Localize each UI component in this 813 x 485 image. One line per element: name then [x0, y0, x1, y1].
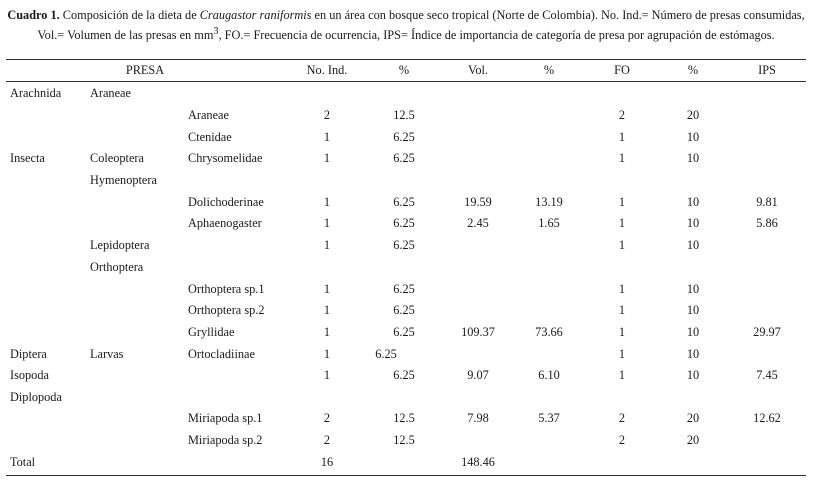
cell-vol: 19.59	[464, 195, 492, 209]
cell-no-ind: 2	[323, 433, 331, 447]
header-pct-vol: %	[543, 63, 555, 77]
cell-no-ind: 1	[323, 130, 331, 144]
caption-species: Craugastor raniformis	[199, 8, 312, 22]
cell-fo: 2	[618, 433, 626, 447]
table-caption	[6, 8, 806, 43]
cell-pct-ind: 6.25	[393, 303, 415, 317]
cell-pct-ind: 12.5	[393, 411, 415, 425]
cell-ips: 5.86	[756, 216, 778, 230]
cell-pct-ind: 6.25	[393, 368, 415, 382]
cell-family: Ortocladiinae	[188, 347, 255, 361]
cell-order: Larvas	[90, 347, 124, 361]
cell-pct-fo: 10	[686, 325, 700, 339]
cell-family: Miriapoda sp.2	[188, 433, 263, 447]
cell-pct-fo: 20	[686, 108, 700, 122]
cell-pct-fo: 10	[686, 368, 700, 382]
cell-pct-vol: 6.10	[538, 368, 560, 382]
cell-pct-ind: 12.5	[393, 108, 415, 122]
cell-family: Aphaenogaster	[188, 216, 262, 230]
cell-pct-ind: 6.25	[393, 195, 415, 209]
cell-no-ind: 16	[320, 455, 334, 469]
cell-pct-fo: 10	[686, 347, 700, 361]
cell-pct-ind: 6.25	[393, 151, 415, 165]
cell-no-ind: 1	[323, 151, 331, 165]
bottom-rule	[6, 475, 806, 476]
cell-family: Miriapoda sp.1	[188, 411, 263, 425]
cell-pct-ind: 6.25	[393, 282, 415, 296]
top-rule	[6, 59, 806, 60]
cell-pct-ind: 6.25	[393, 238, 415, 252]
cell-vol: 9.07	[467, 368, 489, 382]
cell-pct-ind: 6.25	[375, 347, 397, 361]
cell-family: Dolichoderinae	[188, 195, 264, 209]
cell-ips: 12.62	[753, 411, 781, 425]
cell-class: Arachnida	[10, 86, 62, 100]
cell-pct-vol: 73.66	[535, 325, 563, 339]
header-no-ind: No. Ind.	[306, 63, 348, 77]
caption-superscript: 3	[213, 25, 219, 37]
header-fo: FO	[614, 63, 630, 77]
cell-class: Diptera	[10, 347, 47, 361]
cell-order: Araneae	[90, 86, 131, 100]
header-vol: Vol.	[468, 63, 488, 77]
cell-no-ind: 1	[323, 347, 331, 361]
cell-no-ind: 1	[323, 216, 331, 230]
cell-family: Araneae	[188, 108, 229, 122]
caption-text-3: , FO.= Frecuencia de ocurrencia, IPS= Índice de importancia de categoría de presa por agrupación de estómagos.	[218, 27, 775, 42]
cell-no-ind: 1	[323, 195, 331, 209]
cell-fo: 1	[618, 282, 626, 296]
cell-fo: 2	[618, 108, 626, 122]
cell-pct-ind: 6.25	[393, 216, 415, 230]
cell-no-ind: 1	[323, 303, 331, 317]
cell-class: Insecta	[10, 151, 45, 165]
cell-pct-vol: 13.19	[535, 195, 563, 209]
cell-family: Gryllidae	[188, 325, 235, 339]
cell-pct-vol: 5.37	[538, 411, 560, 425]
header-pct-fo: %	[687, 63, 699, 77]
cell-pct-fo: 10	[686, 216, 700, 230]
caption-text-1: Composición de la dieta de	[59, 8, 200, 22]
cell-family: Orthoptera sp.1	[188, 282, 265, 296]
cell-no-ind: 2	[323, 108, 331, 122]
cell-no-ind: 1	[323, 238, 331, 252]
cell-pct-fo: 20	[686, 433, 700, 447]
cell-pct-ind: 12.5	[393, 433, 415, 447]
cell-vol: 7.98	[467, 411, 489, 425]
cell-order: Hymenoptera	[90, 173, 157, 187]
cell-pct-ind: 6.25	[393, 325, 415, 339]
cell-fo: 1	[618, 130, 626, 144]
cell-pct-fo: 10	[686, 151, 700, 165]
cell-order: Orthoptera	[90, 260, 144, 274]
cell-fo: 1	[618, 368, 626, 382]
cell-ips: 29.97	[753, 325, 781, 339]
cell-pct-fo: 10	[686, 195, 700, 209]
cell-ips: 9.81	[756, 195, 778, 209]
cell-vol: 2.45	[467, 216, 489, 230]
cell-pct-fo: 10	[686, 130, 700, 144]
cell-family: Orthoptera sp.2	[188, 303, 265, 317]
cell-vol: 148.46	[461, 455, 495, 469]
cell-class: Diplopoda	[10, 390, 62, 404]
cell-order: Coleoptera	[90, 151, 144, 165]
cell-family: Ctenidae	[188, 130, 232, 144]
caption-lead: Cuadro 1.	[7, 8, 60, 22]
cell-fo: 1	[618, 216, 626, 230]
cell-pct-ind: 6.25	[393, 130, 415, 144]
cell-pct-fo: 20	[686, 411, 700, 425]
cell-no-ind: 2	[323, 411, 331, 425]
header-rule	[6, 81, 806, 82]
cell-fo: 1	[618, 347, 626, 361]
cell-pct-fo: 10	[686, 282, 700, 296]
cell-ips: 7.45	[756, 368, 778, 382]
header-presa: PRESA	[125, 63, 165, 77]
cell-fo: 2	[618, 411, 626, 425]
cell-fo: 1	[618, 325, 626, 339]
cell-pct-fo: 10	[686, 303, 700, 317]
cell-class: Total	[10, 455, 36, 469]
cell-pct-fo: 10	[686, 238, 700, 252]
cell-order: Lepidoptera	[90, 238, 150, 252]
cell-fo: 1	[618, 303, 626, 317]
cell-no-ind: 1	[323, 282, 331, 296]
header-pct-ind: %	[398, 63, 410, 77]
cell-fo: 1	[618, 238, 626, 252]
cell-fo: 1	[618, 195, 626, 209]
cell-no-ind: 1	[323, 325, 331, 339]
cell-fo: 1	[618, 151, 626, 165]
header-ips: IPS	[758, 63, 776, 77]
cell-pct-vol: 1.65	[538, 216, 560, 230]
cell-no-ind: 1	[323, 368, 331, 382]
cell-class: Isopoda	[10, 368, 49, 382]
cell-family: Chrysomelidae	[188, 151, 263, 165]
cell-vol: 109.37	[461, 325, 495, 339]
caption-text-2: en un área con bosque seco tropical (Norte de Colombia). No. Ind.= Número de presas consumidas, Vol.= Volumen de las presas en mm	[37, 8, 805, 42]
